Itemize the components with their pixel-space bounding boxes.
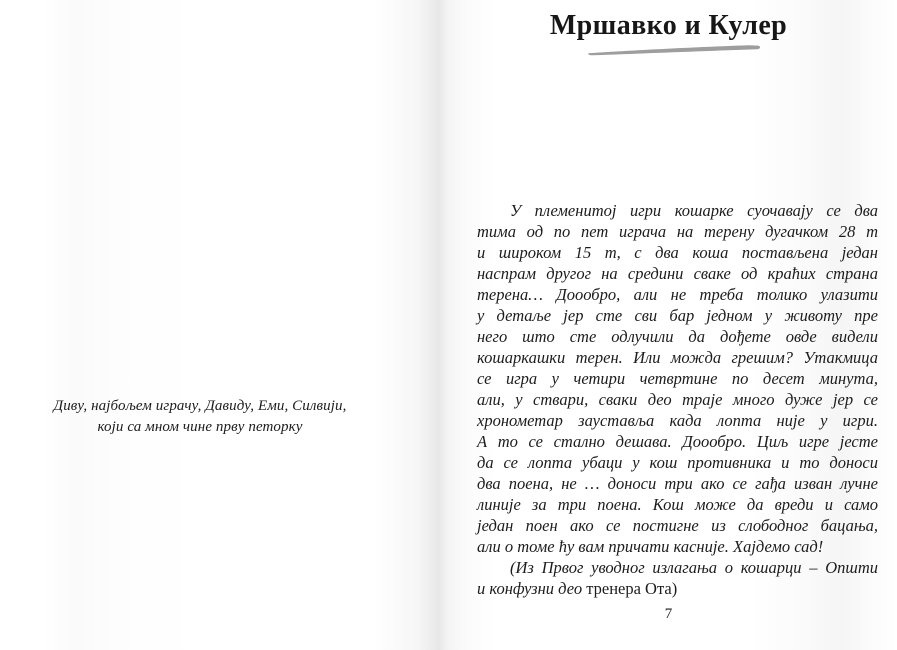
body-line (477, 368, 878, 389)
body-line (477, 200, 878, 221)
body-line (477, 431, 878, 452)
body-line-text: наспрам другог на средини сваке од краћих страна (477, 264, 878, 283)
body-line (477, 515, 878, 536)
body-line (477, 578, 878, 599)
body-line (477, 221, 878, 242)
body-line-roman-text: тренера Ота) (586, 579, 678, 598)
body-line-text: у детаље јер сте сви бар једном у животу пре (477, 306, 878, 325)
body-line (477, 557, 878, 578)
chapter-body (477, 200, 878, 599)
body-line-text: али, у ствари, сваки део траје много дуже јер се (477, 390, 878, 409)
title-underline-stroke (586, 44, 762, 56)
body-line-text: хронометар зауставља када лопта није у игри. (477, 411, 878, 430)
body-line-text: се игра у четири четвртине по десет минута, (477, 369, 878, 388)
body-line-text: кошаркашки терен. Или можда грешим? Утакмица (477, 348, 878, 367)
body-line (477, 326, 878, 347)
body-line-text: тима од по пет играча на терену дугачком 28 m (477, 222, 878, 241)
body-line-text: али о томе ћу вам причати касније. Хајдемо сад! (477, 537, 824, 556)
body-line-text: и конфузни део (477, 579, 587, 598)
body-line-text: да се лопта убаци у кош противника и то доноси (477, 453, 878, 472)
body-line (477, 536, 878, 557)
dedication (20, 396, 380, 437)
body-line-text: један поен ако се постигне из слободног бацања, (477, 516, 878, 535)
page-number: 7 (664, 606, 673, 622)
body-line (477, 452, 878, 473)
body-line (477, 242, 878, 263)
body-line-text: А то се стално дешава. Доообро. Циљ игре јесте (477, 432, 878, 451)
body-line (477, 263, 878, 284)
body-line-text: (Из Првог уводног излагања о кошарци – Општи (510, 558, 878, 577)
right-page (440, 0, 897, 650)
body-line-text: два поена, не … доноси три ако се гађа изван лучне (477, 474, 878, 493)
dedication-line: Диву, најбољем играчу, Давиду, Еми, Силвији, (53, 398, 347, 414)
body-line-text: линије за три поена. Кош може да вреди и само (477, 495, 878, 514)
body-line (477, 410, 878, 431)
body-line-text: терена… Доообро, али не треба толико улазити (477, 285, 878, 304)
body-line (477, 347, 878, 368)
dedication-line: који са мном чине прву петорку (97, 418, 303, 435)
body-line-text: У племенитој игри кошарке суочавају се два (510, 201, 878, 220)
body-line (477, 284, 878, 305)
body-line (477, 473, 878, 494)
body-line (477, 494, 878, 515)
body-line (477, 389, 878, 410)
body-line-text: и широком 15 m, с два коша постављена један (477, 243, 878, 262)
body-line (477, 305, 878, 326)
body-line-text: него што сте одлучили да дођете овде видели (477, 327, 878, 346)
left-page (0, 0, 440, 650)
chapter-title: Мршавко и Кулер (549, 10, 788, 41)
